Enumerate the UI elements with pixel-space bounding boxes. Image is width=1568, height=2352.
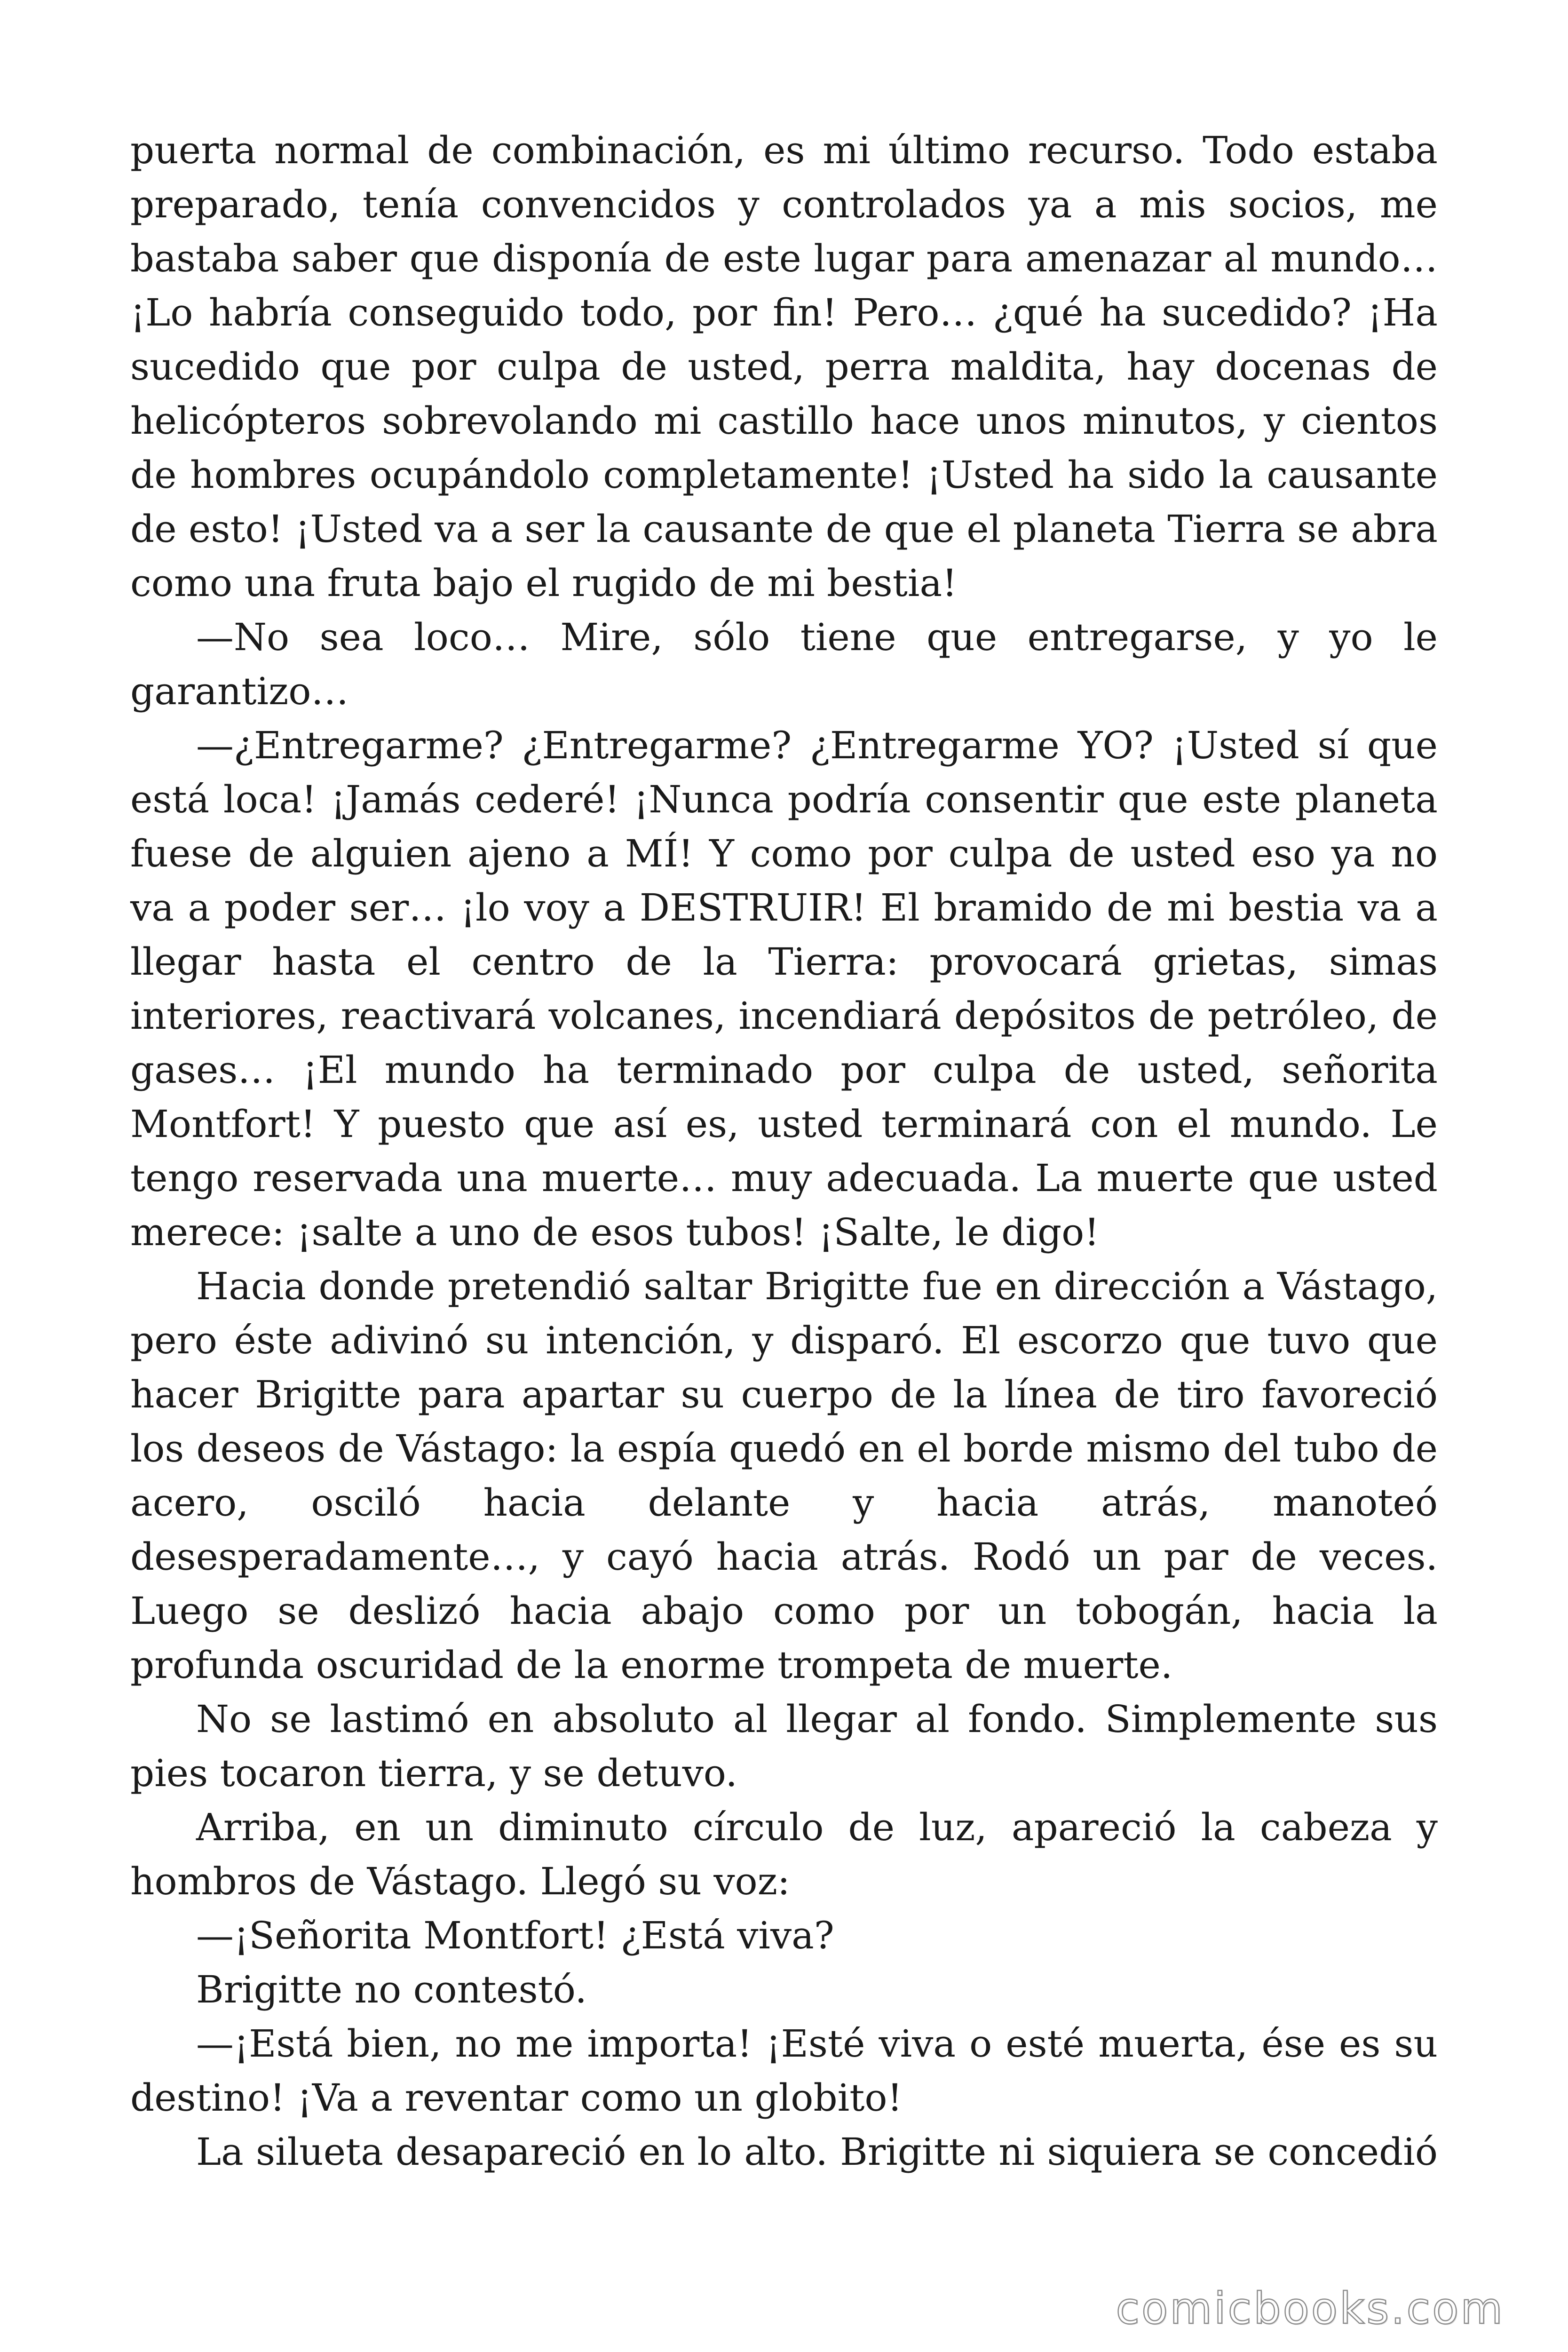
text-line: sucedido que por culpa de usted, perra maldita, hay docenas de [130, 345, 1438, 389]
body-text [130, 123, 1438, 2179]
text-line: los deseos de Vástago: la espía quedó en el borde mismo del tubo de [130, 1427, 1438, 1470]
text-line: va a poder ser… ¡lo voy a DESTRUIR! El bramido de mi bestia va a [130, 886, 1438, 930]
text-line: destino! ¡Va a reventar como un globito! [130, 2076, 903, 2120]
text-line: merece: ¡salte a uno de esos tubos! ¡Salte, le digo! [130, 1210, 1100, 1254]
text-line: hacer Brigitte para apartar su cuerpo de la línea de tiro favoreció [130, 1373, 1438, 1416]
text-line: preparado, tenía convencidos y controlados ya a mis socios, me [130, 183, 1438, 226]
text-line: llegar hasta el centro de la Tierra: provocará grietas, simas [130, 940, 1438, 984]
text-line: gases… ¡El mundo ha terminado por culpa de usted, señorita [130, 1048, 1438, 1092]
text-line: Luego se deslizó hacia abajo como por un tobogán, hacia la [130, 1589, 1438, 1633]
text-line: —¡Está bien, no me importa! ¡Esté viva o esté muerta, ése es su [196, 2022, 1438, 2066]
text-line: La silueta desapareció en lo alto. Brigitte ni siquiera se concedió [196, 2130, 1438, 2174]
text-line: pero éste adivinó su intención, y disparó. El escorzo que tuvo que [130, 1319, 1438, 1362]
text-line: está loca! ¡Jamás cederé! ¡Nunca podría consentir que este planeta [130, 778, 1438, 821]
text-line: bastaba saber que disponía de este lugar para amenazar al mundo… [130, 237, 1438, 280]
text-line: ¡Lo habría conseguido todo, por fin! Pero… ¿qué ha sucedido? ¡Ha [130, 291, 1438, 334]
text-line: interiores, reactivará volcanes, incendiará depósitos de petróleo, de [130, 994, 1438, 1038]
text-line: pies tocaron tierra, y se detuvo. [130, 1751, 737, 1795]
text-line: —¡Señorita Montfort! ¿Está viva? [196, 1914, 834, 1957]
text-line: hombros de Vástago. Llegó su voz: [130, 1859, 790, 1903]
text-line: tengo reservada una muerte… muy adecuada. La muerte que usted [130, 1156, 1438, 1200]
text-line: —No sea loco… Mire, sólo tiene que entregarse, y yo le [196, 615, 1438, 659]
text-line: de hombres ocupándolo completamente! ¡Usted ha sido la causante [130, 453, 1438, 497]
watermark: comicbooks.com [1116, 2283, 1505, 2334]
text-line: de esto! ¡Usted va a ser la causante de que el planeta Tierra se abra [130, 507, 1438, 551]
text-line: helicópteros sobrevolando mi castillo hace unos minutos, y cientos [130, 399, 1438, 443]
text-line: Hacia donde pretendió saltar Brigitte fue en dirección a Vástago, [196, 1264, 1438, 1308]
text-line: puerta normal de combinación, es mi último recurso. Todo estaba [130, 128, 1438, 172]
text-line: profunda oscuridad de la enorme trompeta de muerte. [130, 1643, 1173, 1687]
text-line: desesperadamente…, y cayó hacia atrás. Rodó un par de veces. [130, 1535, 1438, 1579]
text-line: como una fruta bajo el rugido de mi bestia! [130, 561, 958, 605]
text-line: acero, osciló hacia delante y hacia atrás, manoteó [130, 1481, 1438, 1525]
text-line: fuese de alguien ajeno a MÍ! Y como por culpa de usted eso ya no [130, 832, 1438, 875]
text-line: garantizo… [130, 669, 349, 713]
text-line: Brigitte no contestó. [196, 1968, 587, 2011]
text-line: —¿Entregarme? ¿Entregarme? ¿Entregarme YO? ¡Usted sí que [196, 723, 1438, 767]
text-line: Montfort! Y puesto que así es, usted terminará con el mundo. Le [130, 1102, 1438, 1146]
text-line: Arriba, en un diminuto círculo de luz, apareció la cabeza y [196, 1805, 1438, 1849]
text-line: No se lastimó en absoluto al llegar al fondo. Simplemente sus [196, 1697, 1438, 1741]
